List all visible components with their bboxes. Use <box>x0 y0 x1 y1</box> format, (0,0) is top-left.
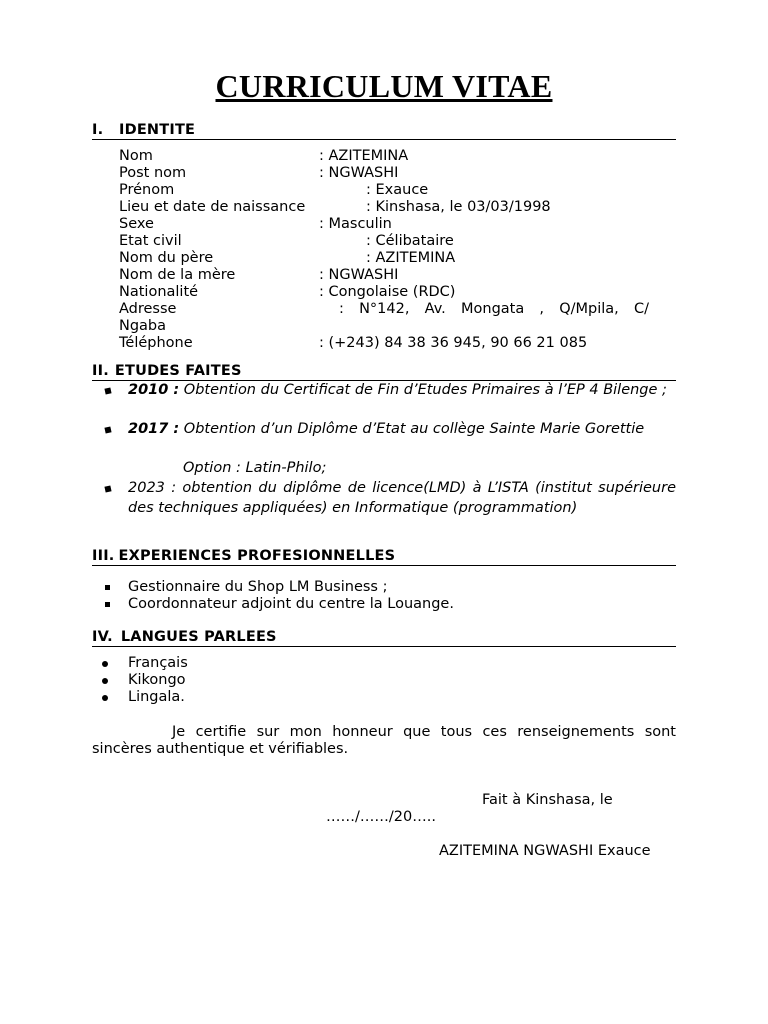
square-bullet-icon <box>104 387 111 394</box>
identity-label: Etat civil <box>119 233 182 249</box>
language-item: Lingala. <box>128 689 185 705</box>
identity-label: Nom <box>119 148 153 164</box>
identity-value: : Kinshasa, le 03/03/1998 <box>366 199 551 215</box>
education-option: Option : Latin-Philo; <box>183 460 327 476</box>
section-label: ETUDES FAITES <box>114 363 242 379</box>
identity-label: Adresse <box>119 301 177 317</box>
square-bullet-icon <box>104 426 111 433</box>
section-number: I. <box>92 122 104 138</box>
signature-date: ……/……/20….. <box>326 809 436 825</box>
identity-value: : AZITEMINA <box>366 250 456 266</box>
identity-value: : (+243) 84 38 36 945, 90 66 21 085 <box>319 335 588 351</box>
identity-value: : Congolaise (RDC) <box>319 284 456 300</box>
section-number: III. <box>92 548 115 564</box>
signature-name: AZITEMINA NGWASHI Exauce <box>439 843 651 859</box>
identity-label: Nationalité <box>119 284 199 300</box>
education-year: 2010 : <box>128 382 180 398</box>
section-experiences-heading <box>92 547 676 566</box>
identity-label: Nom de la mère <box>119 267 236 283</box>
identity-label: Post nom <box>119 165 187 181</box>
education-text: Obtention d’un Diplôme d’Etat au collège Sainte Marie Gorettie <box>179 421 645 437</box>
identity-value: : AZITEMINA <box>319 148 409 164</box>
experience-item: Gestionnaire du Shop LM Business ; <box>128 579 388 595</box>
certification-text: Je certifie sur mon honneur que tous ces renseignements sont sincères authentique et vérifiables. <box>92 724 676 757</box>
education-item <box>128 420 676 440</box>
section-label: EXPERIENCES PROFESIONNELLES <box>118 548 396 564</box>
education-text: 2023 : obtention du diplôme de licence(LMD) à L’ISTA (institut supérieure des techniques appliquées) en Informatique (programmation) <box>128 480 676 516</box>
round-bullet-icon <box>102 678 108 684</box>
education-text: Obtention du Certificat de Fin d’Etudes Primaires à l’EP 4 Bilenge ; <box>179 382 667 398</box>
section-label: LANGUES PARLEES <box>120 629 277 645</box>
identity-label: Prénom <box>119 182 175 198</box>
square-bullet-icon <box>105 602 110 607</box>
round-bullet-icon <box>102 661 108 667</box>
identity-value: : Célibataire <box>366 233 454 249</box>
identity-value: : NGWASHI <box>319 267 399 283</box>
signature-place: Fait à Kinshasa, le <box>482 792 613 808</box>
education-item <box>128 381 676 401</box>
language-item: Français <box>128 655 188 671</box>
round-bullet-icon <box>102 695 108 701</box>
section-number: IV. <box>92 629 113 645</box>
section-langues-heading <box>92 628 676 647</box>
identity-address-continuation: Ngaba <box>119 318 167 334</box>
identity-value: : Masculin <box>319 216 392 232</box>
square-bullet-icon <box>105 585 110 590</box>
identity-label: Nom du père <box>119 250 214 266</box>
section-number: II. <box>92 363 109 379</box>
identity-label: Sexe <box>119 216 154 232</box>
document-title: CURRICULUM VITAE <box>215 68 553 104</box>
experience-item: Coordonnateur adjoint du centre la Louange. <box>128 596 454 612</box>
education-year: 2017 : <box>128 421 180 437</box>
identity-value: : Exauce <box>366 182 429 198</box>
square-bullet-icon <box>104 485 111 492</box>
identity-value: : NGWASHI <box>319 165 399 181</box>
identity-label: Lieu et date de naissance <box>119 199 306 215</box>
section-label: IDENTITE <box>119 122 196 138</box>
education-item <box>128 479 676 518</box>
identity-address-value: : N°142, Av. Mongata , Q/Mpila, C/ <box>339 301 649 317</box>
section-identite-heading <box>92 121 676 140</box>
section-etudes-heading <box>92 362 676 381</box>
identity-label: Téléphone <box>119 335 193 351</box>
language-item: Kikongo <box>128 672 186 688</box>
